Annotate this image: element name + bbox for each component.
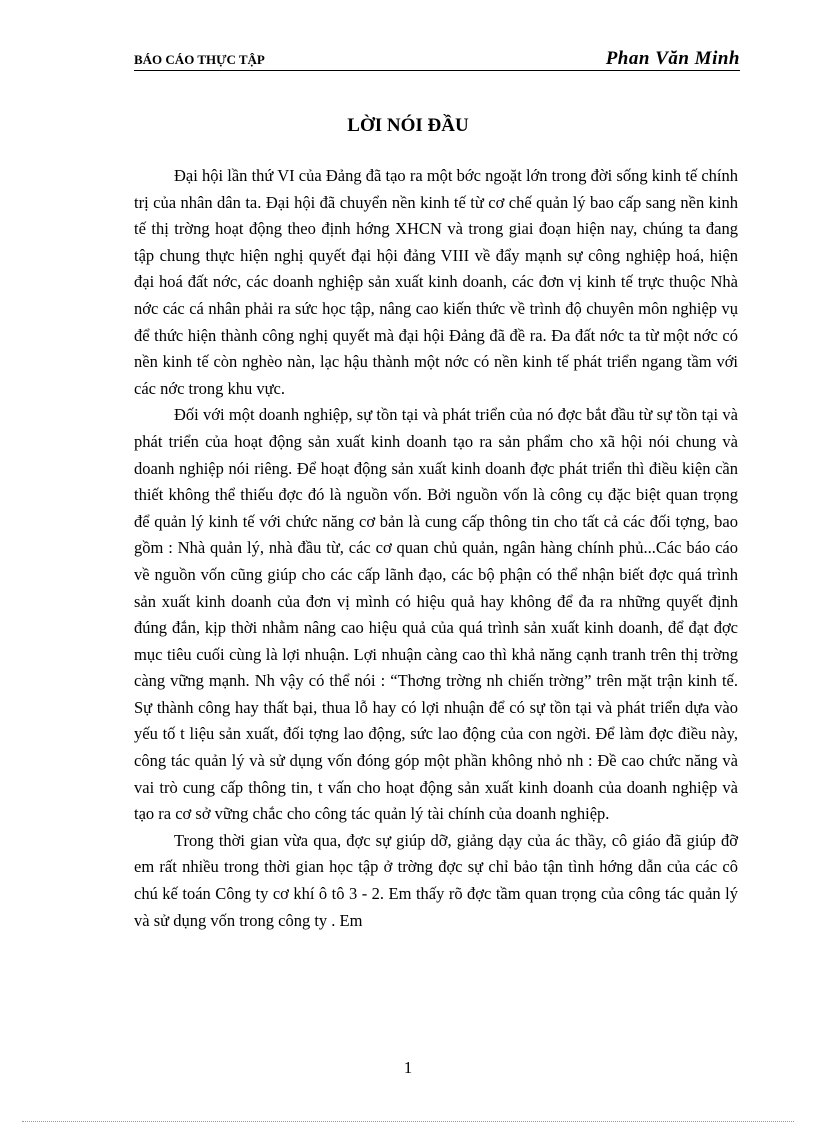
paragraph-1: Đại hội lần thứ VI của Đảng đã tạo ra một bớc ngoặt lớn trong đời sống kinh tế chính trị của nhân dân ta. Đại hội đã chuyển nền kinh tế từ cơ chế quản lý bao cấp sang nền kinh tế thị trờng hoạt động theo định hớng XHCN và trong giai đoạn hiện nay, chúng ta đang tập chung thực hiện nghị quyết đại hội đảng VIII về đẩy mạnh sự công nghiệp hoá, hiện đại hoá đất nớc, các doanh nghiệp sản xuất kinh doanh, các đơn vị kinh tế trực thuộc Nhà nớc các cá nhân phải ra sức học tập, nâng cao kiến thức về trình độ chuyên môn nghiệp vụ để thức hiện thành công nghị quyết mà đại hội Đảng đã đề ra. Đa đất nớc ta từ một nớc có nền kinh tế còn nghèo nàn, lạc hậu thành một nớc có nền kinh tế phát triển ngang tầm với các nớc trong khu vực. [134,166,738,398]
header-author-name: Phan Văn Minh [605,48,740,69]
page-title: LỜI NÓI ĐẦU [347,115,469,136]
page-header [134,50,740,71]
body-text [134,163,738,934]
header-report-title: BÁO CÁO THỰC TẬP [134,52,265,67]
footer-divider [22,1121,794,1122]
page-number: 1 [403,1058,413,1077]
paragraph-3: Trong thời gian vừa qua, đợc sự giúp dỡ, giảng dạy của ác thầy, cô giáo đã giúp đỡ em rất nhiều trong thời gian học tập ở trờng đợc sự chỉ bảo tận tình hớng dẫn của các cô chú kế toán Công ty cơ khí ô tô 3 - 2. Em thấy rõ đợc tầm quan trọng của công tác quản lý và sử dụng vốn trong công ty . Em [134,830,738,930]
paragraph-2: Đối với một doanh nghiệp, sự tồn tại và phát triển của nó đợc bắt đầu từ sự tồn tại và phát triển của hoạt động sản xuất kinh doanh tạo ra sản phẩm cho xã hội nói chung và doanh nghiệp nói riêng. Để hoạt động sản xuất kinh doanh đợc phát triển thì điều kiện cần thiết không thể thiếu đợc đó là nguồn vốn. Bởi nguồn vốn là công cụ đặc biệt quan trọng để quản lý kinh tế với chức năng cơ bản là cung cấp thông tin cho tất cả các đối tợng, bao gồm : Nhà quản lý, nhà đầu từ, các cơ quan chủ quản, ngân hàng chính phủ...Các báo cáo về nguồn vốn cũng giúp cho các cấp lãnh đạo, các bộ phận có thể nhận biết đợc quá trình sản xuất kinh doanh của đơn vị mình có hiệu quả hay không để đa ra những quyết định đúng đắn, kịp thời nhằm nâng cao hiệu quả của quá trình sản xuất kinh doanh, để đạt đợc mục tiêu cuối cùng là lợi nhuận. Lợi nhuận càng cao thì khả năng cạnh tranh trên thị trờng càng vững mạnh. Nh vậy có thể nói : “Thơng trờng nh chiến trờng” trên mặt trận kinh tế. Sự thành công hay thất bại, thua lỗ hay có lợi nhuận để có sự tồn tại và phát triển dựa vào yếu tố t liệu sản xuất, đối tợng lao động, sức lao động của con ngời. Để làm đợc điều này, công tác quản lý và sử dụng vốn đóng góp một phần không nhỏ nh : Đề cao chức năng và vai trò cung cấp thông tin, t vấn cho hoạt động sản xuất kinh doanh của doanh nghiệp và tạo ra cơ sở vững chắc cho công tác quản lý tài chính của doanh nghiệp. [134,405,738,824]
